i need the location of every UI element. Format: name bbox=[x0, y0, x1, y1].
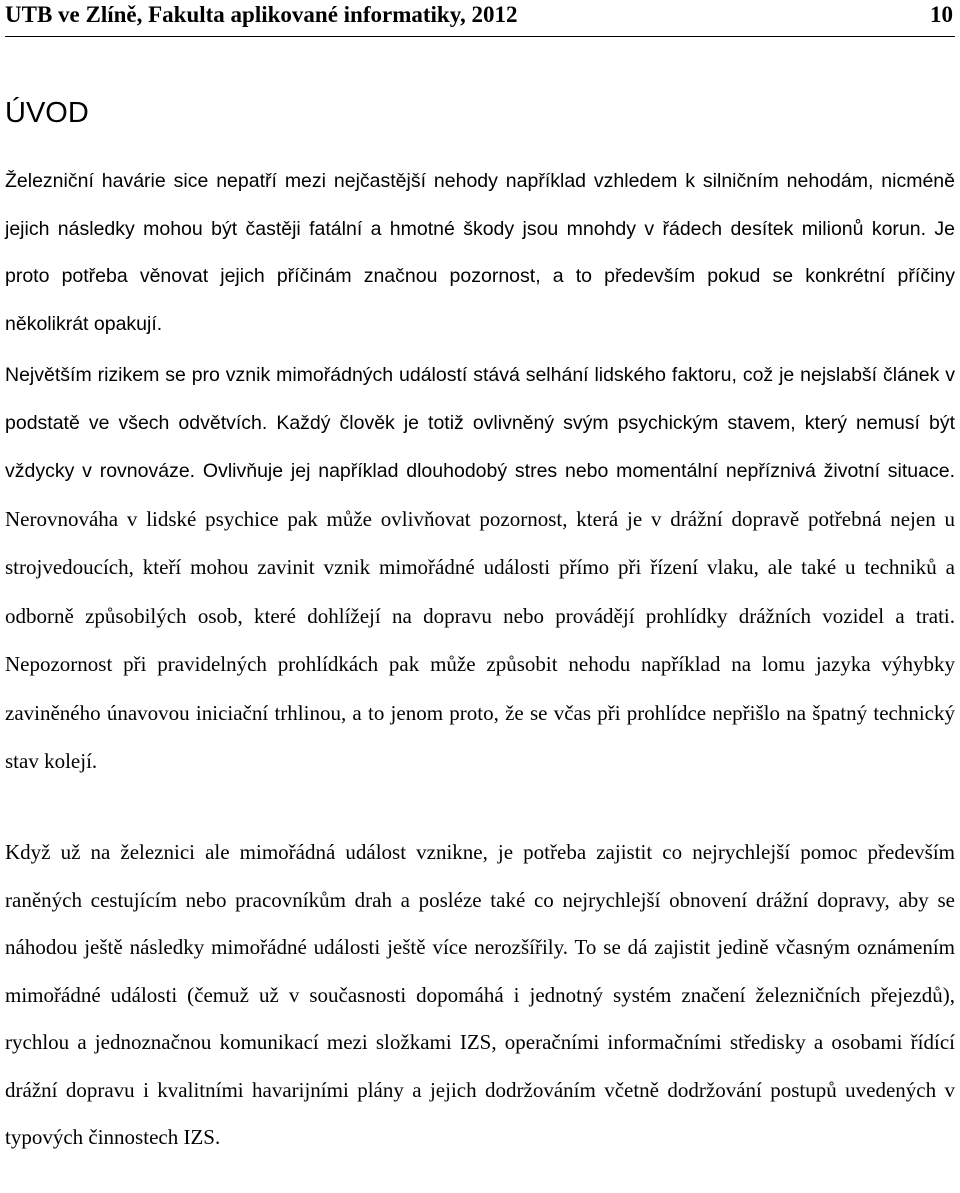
page-number: 10 bbox=[930, 2, 953, 27]
running-header bbox=[5, 0, 955, 37]
paragraph-text: Když už na železnici ale mimořádná událost vznikne, je potřeba zajistit co nejrychlejší pomoc především raněných cestujícím nebo pracovníkům drah a posléze také co nejrychlejší obnovení drážní dopravy, aby se náhodou ještě následky mimořádné události ještě více nerozšířily. To se dá zajistit jedině včasným oznámením mimořádné události (čemuž už v současnosti dopomáhá i jednotný systém značení železničních přejezdů), rychlou a jednoznačnou komunikací mezi složkami IZS, operačními informačními středisky a osobami řídící drážní dopravu i kvalitními havarijními plány a jejich dodržováním včetně dodržování postupů uvedených v typových činnostech IZS. bbox=[5, 840, 955, 1149]
paragraph-text: Největším rizikem se pro vznik mimořádných událostí stává selhání lidského faktoru, což je nejslabší článek v podstatě ve všech odvětvích. Každý člověk je totiž ovlivněný svým psychickým stavem, který nemusí být vždycky v rovnováze. Ovlivňuje jej například dlouhodobý stres nebo momentální nepříznivá životní situace. bbox=[5, 364, 955, 482]
section-heading: ÚVOD bbox=[5, 97, 89, 129]
paragraph-text-serif: Nerovnováha v lidské psychice pak může ovlivňovat pozornost, která je v drážní dopravě potřebná nejen u strojvedoucích, kteří mohou zavinit vznik mimořádné události přímo při řízení vlaku, ale také u techniků a odborně způsobilých osob, které dohlížejí na dopravu nebo provádějí prohlídky drážních vozidel a trati. Nepozornost při pravidelných prohlídkách pak může způsobit nehodu například na lomu jazyka výhybky zaviněného únavovou iniciační trhlinou, a to jenom proto, že se včas při prohlídce nepřišlo na špatný technický stav kolejí. bbox=[5, 506, 955, 773]
paragraph-human-factor bbox=[5, 352, 955, 787]
paragraph-emergency-response bbox=[5, 829, 955, 1162]
paragraph-text: Železniční havárie sice nepatří mezi nejčastější nehody například vzhledem k silničním nehodám, nicméně jejich následky mohou být častěji fatální a hmotné škody jsou mnohdy v řádech desítek milionů korun. Je proto potřeba věnovat jejich příčinám značnou pozornost, a to především pokud se konkrétní příčiny několikrát opakují. bbox=[5, 170, 955, 335]
paragraph-intro bbox=[5, 158, 955, 348]
header-title: UTB ve Zlíně, Fakulta aplikované informatiky, 2012 bbox=[5, 2, 518, 27]
document-page bbox=[5, 0, 955, 1193]
